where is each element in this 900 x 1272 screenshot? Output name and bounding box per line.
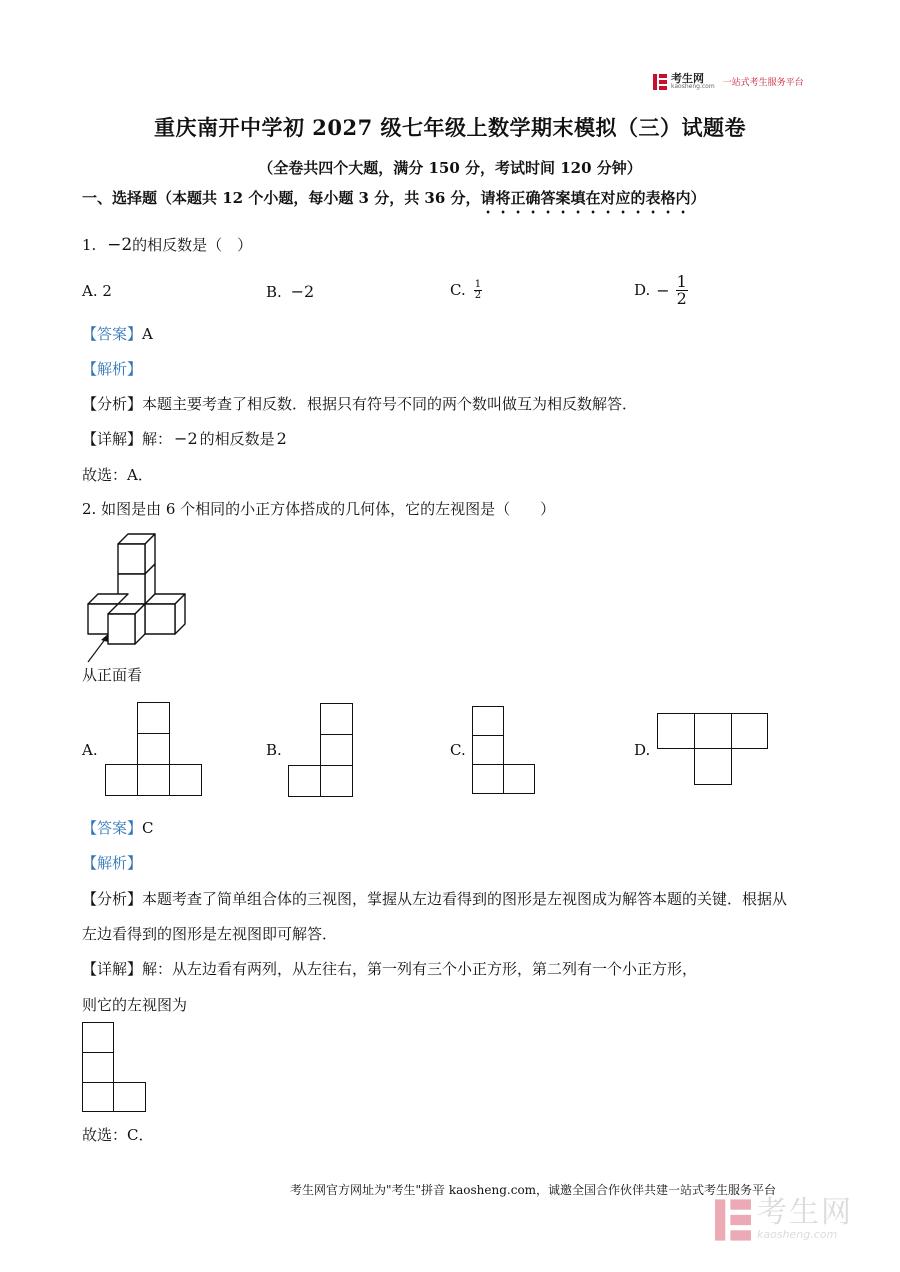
q2-figure-caption: 从正面看	[82, 666, 143, 684]
q2-option-b-label: B.	[266, 741, 282, 759]
q2-fenxi	[82, 888, 787, 909]
q2-xiangjie-cont: 则它的左视图为	[82, 996, 188, 1014]
section-tail: ）	[690, 189, 706, 207]
page-subtitle: （全卷共四个大题，满分 150 分，考试时间 120 分钟）	[258, 159, 642, 177]
q1-option-a	[82, 282, 112, 300]
xiangjie-tag: 【详解】	[82, 430, 143, 448]
q1-option-c	[450, 274, 482, 306]
view-square	[503, 764, 535, 794]
view-square	[288, 765, 321, 797]
section-emphasis: 请将正确答案填在对应的表格内	[480, 189, 691, 207]
kaosheng-logo-icon	[653, 74, 667, 90]
q1-number: 1.	[82, 236, 97, 254]
view-square	[472, 706, 504, 736]
view-square	[694, 748, 732, 785]
fraction-denominator: 2	[474, 289, 482, 301]
xiangjie-post: 的相反数是	[199, 430, 275, 448]
q1-stem-text: 的相反数是（ ）	[132, 236, 253, 254]
view-square	[113, 1082, 146, 1112]
fraction	[474, 280, 482, 301]
xiangjie-pre: 解：	[142, 430, 173, 448]
option-label: B.	[266, 283, 282, 301]
q2-xiangjie	[82, 958, 697, 979]
xiangjie-tag: 【详解】	[82, 960, 143, 978]
q1-xiangjie	[82, 428, 287, 449]
answer-tag: 【答案】	[82, 819, 143, 837]
xiangjie-result: 2	[276, 429, 287, 448]
view-square	[472, 735, 504, 765]
brand-domain: kaosheng.com	[671, 83, 715, 90]
section-lead: 一、选择题（本题共 12 个小题，每小题 3 分，共 36 分，	[82, 189, 481, 207]
view-square	[657, 713, 695, 749]
brand-slogan: 一站式考生服务平台	[722, 78, 804, 88]
fraction-denominator: 2	[676, 288, 687, 308]
q2-left-view-figure	[82, 1022, 146, 1112]
answer-value: A	[142, 325, 153, 343]
q2-option-d-view	[657, 713, 768, 785]
view-square	[82, 1022, 114, 1053]
page-title: 重庆南开中学初 2027 级七年级上数学期末模拟（三）试题卷	[153, 115, 747, 140]
view-square	[137, 733, 170, 765]
option-text: −2	[290, 282, 315, 301]
fraction-numerator: 1	[474, 278, 482, 290]
option-label: A.	[82, 282, 98, 300]
option-text: 2	[102, 282, 112, 300]
view-square	[731, 713, 768, 749]
q2-stem: 2. 如图是由 6 个相同的小正方体搭成的几何体，它的左视图是（ ）	[82, 500, 556, 518]
q1-option-d	[634, 270, 688, 310]
q1-analysis-tag: 【解析】	[82, 360, 143, 378]
view-square	[320, 703, 353, 735]
q2-analysis-tag: 【解析】	[82, 854, 143, 872]
fenxi-tag: 【分析】	[82, 890, 143, 908]
fenxi-text: 本题考查了简单组合体的三视图，掌握从左边看得到的图形是左视图成为解答本题的关键．根据从	[142, 890, 788, 908]
watermark-logo-icon	[715, 1199, 751, 1241]
option-sign: −	[656, 280, 670, 300]
xiangjie-value: −2	[174, 429, 198, 448]
q1-stem	[82, 234, 252, 255]
answer-tag: 【答案】	[82, 325, 143, 343]
q1-conclusion: 故选：A．	[82, 466, 153, 484]
q2-option-d-label: D.	[634, 741, 651, 759]
q2-option-a-label: A.	[82, 741, 98, 759]
view-square	[169, 764, 202, 796]
view-square	[137, 764, 170, 796]
q2-answer	[82, 817, 154, 838]
fenxi-text: 本题主要考查了相反数．根据只有符号不同的两个数叫做互为相反数解答．	[142, 395, 638, 413]
q1-value: −2	[107, 235, 133, 255]
footer-text: 考生网官方网址为"考生"拼音 kaosheng.com，诚邀全国合作伙伴共建一站式考生服务平台	[290, 1183, 777, 1197]
brand-logo	[653, 73, 804, 90]
xiangjie-text: 解：从左边看有两列，从左往右，第一列有三个小正方形，第二列有一个小正方形，	[142, 960, 698, 978]
view-square	[137, 702, 170, 734]
fraction	[676, 271, 688, 308]
q1-option-b	[266, 282, 314, 301]
view-square	[82, 1052, 114, 1083]
view-square	[320, 734, 353, 766]
option-label: D.	[634, 281, 651, 299]
watermark	[715, 1195, 853, 1241]
watermark-text	[757, 1195, 853, 1241]
view-square	[82, 1082, 114, 1112]
brand-text	[671, 73, 715, 90]
q2-solid-figure	[82, 530, 192, 665]
q2-conclusion: 故选：C．	[82, 1126, 154, 1144]
view-square	[472, 764, 504, 794]
fraction-numerator: 1	[676, 271, 687, 291]
watermark-domain: kaosheng.com	[757, 1228, 838, 1241]
q1-fenxi	[82, 393, 637, 414]
fenxi-tag: 【分析】	[82, 395, 143, 413]
section-heading	[82, 187, 706, 217]
watermark-name: 考生网	[757, 1195, 853, 1230]
q2-fenxi-cont: 左边看得到的图形是左视图即可解答．	[82, 925, 338, 943]
q2-option-c-view	[472, 706, 536, 794]
option-label: C.	[450, 281, 466, 299]
q2-option-a-view	[105, 702, 203, 796]
view-square	[320, 765, 353, 797]
q2-option-b-view	[288, 703, 354, 797]
q1-answer	[82, 323, 153, 344]
view-square	[694, 713, 732, 749]
answer-value: C	[142, 819, 154, 837]
q2-option-c-label: C.	[450, 741, 466, 759]
brand-name: 考生网	[671, 72, 704, 85]
view-square	[105, 764, 138, 796]
